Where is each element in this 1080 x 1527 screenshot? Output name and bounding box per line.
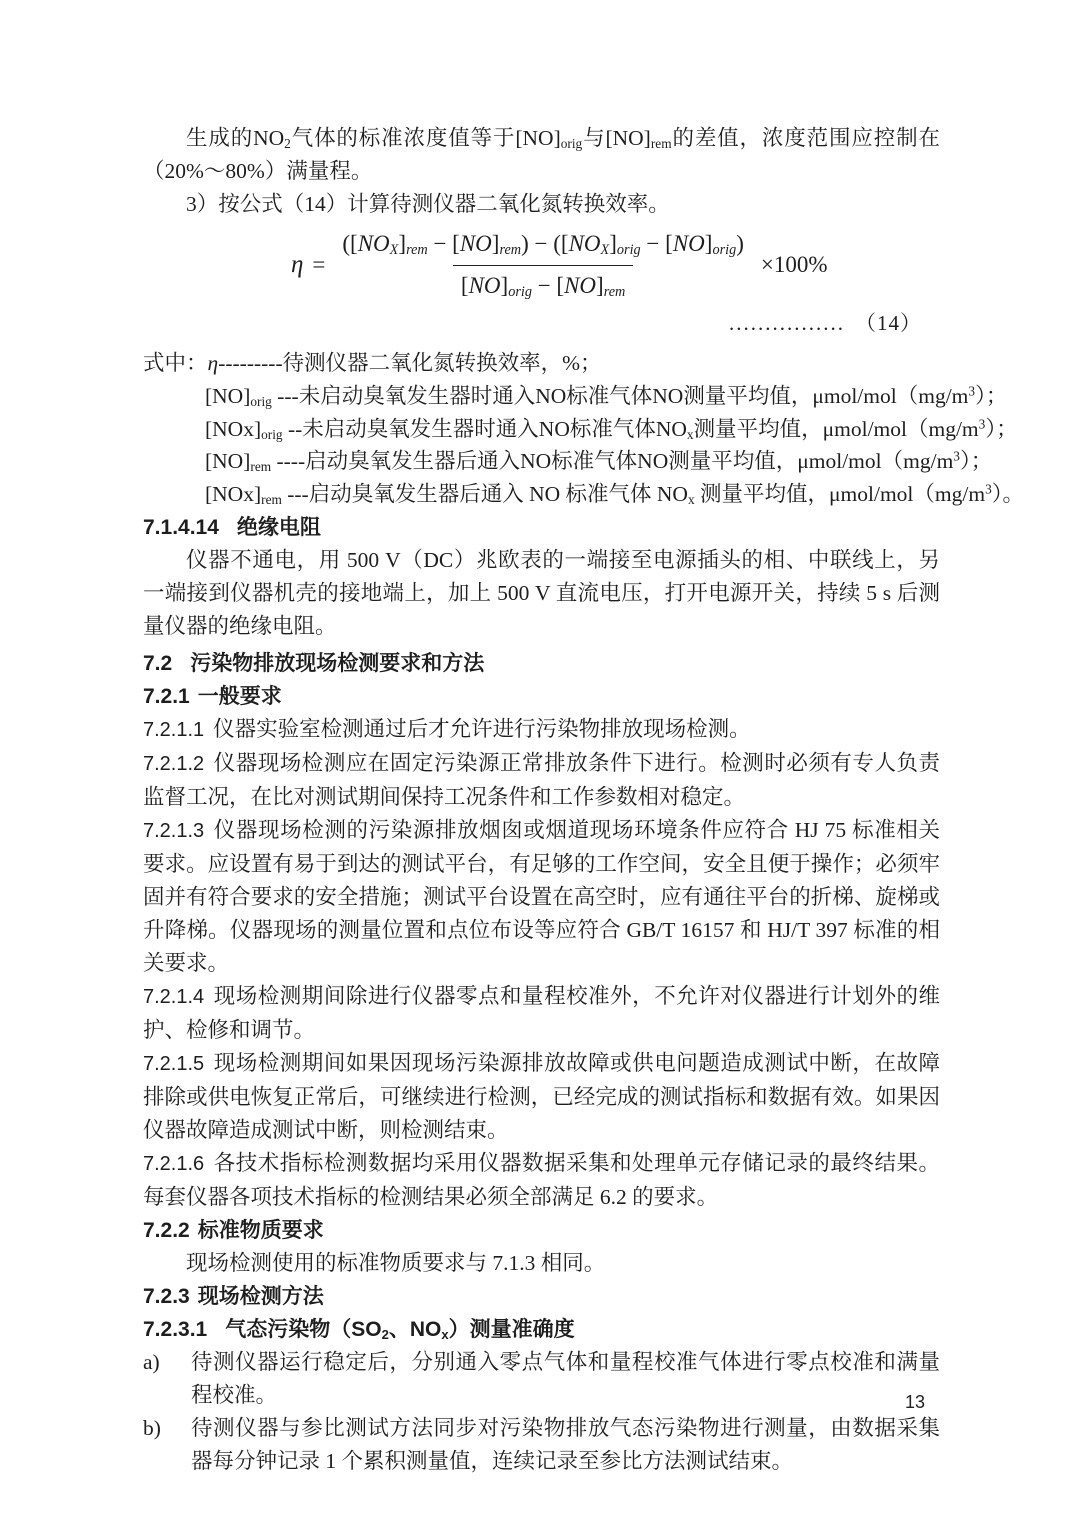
clause-number: 7.2.3.1 bbox=[143, 1317, 208, 1341]
equation-expression bbox=[291, 227, 940, 303]
heading-title: 现场检测方法 bbox=[197, 1284, 324, 1308]
heading-7-2 bbox=[143, 647, 940, 680]
clause-number: 7.2.3 bbox=[143, 1284, 190, 1308]
clause-text: 各技术指标检测数据均采用仪器数据采集和处理单元存储记录的最终结果。每套仪器各项技术指标的检测结果必须全部满足 6.2 的要求。 bbox=[143, 1150, 940, 1209]
heading-7-2-1 bbox=[143, 680, 940, 713]
clause-number: 7.2.1.2 bbox=[143, 752, 205, 775]
clause-number: 7.2.2 bbox=[143, 1218, 190, 1242]
list-text: 待测仪器与参比测试方法同步对污染物排放气态污染物进行测量，由数据采集器每分钟记录 1 个累积测量值，连续记录至参比方法测试结束。 bbox=[191, 1415, 940, 1473]
term-nox-rem: $[NOx]_{rem}$ ---启动臭氧发生器后通入 NO 标准气体 $NO_x$ 测量平均值，μmol/$mol(mg/m^3)$。 bbox=[205, 481, 1025, 508]
list-marker: a) bbox=[143, 1349, 160, 1374]
clause-number: 7.2.1.3 bbox=[143, 819, 205, 842]
heading-title: 污染物排放现场检测要求和方法 bbox=[190, 651, 485, 675]
equation-label: （14） bbox=[855, 311, 922, 335]
leader-dots: ................ bbox=[729, 311, 845, 335]
page-number: 13 bbox=[904, 1392, 925, 1412]
list-marker: b) bbox=[143, 1415, 161, 1440]
fraction-numerator: $([NO_X]_{rem} - [NO]_{rem}) - ([NO_X]_{orig} - [NO]_{orig})$ bbox=[342, 231, 744, 259]
list-item-a bbox=[143, 1346, 940, 1412]
term-eta: 式中：η---------待测仪器二氧化氮转换效率，%； bbox=[143, 351, 602, 375]
clause-number: 7.1.4.14 bbox=[143, 515, 219, 539]
list-item-b bbox=[143, 1412, 940, 1478]
clause-text: 现场检测期间除进行仪器零点和量程校准外，不允许对仪器进行计划外的维护、检修和调节。 bbox=[143, 983, 940, 1042]
clause-number: 7.2.1.6 bbox=[143, 1152, 205, 1175]
heading-title: 绝缘电阻 bbox=[236, 515, 321, 539]
clause-7-2-1-4 bbox=[143, 980, 940, 1047]
list-text: 待测仪器运行稳定后，分别通入零点气体和量程校准气体进行零点校准和满量程校准。 bbox=[191, 1349, 940, 1407]
formula-term-definitions bbox=[143, 347, 1025, 511]
heading-title: 一般要求 bbox=[197, 684, 282, 708]
heading-7-2-3 bbox=[143, 1280, 940, 1313]
clause-7-2-1-1 bbox=[143, 713, 940, 747]
paragraph-step-3: 3）按公式（14）计算待测仪器二氧化氮转换效率。 bbox=[186, 192, 670, 216]
term-nox-orig: $[NOx]_{orig}$ --未启动臭氧发生器时通入NO标准气体$NO_x$测量平均值，μmol/$mol(mg/m^3)$； bbox=[205, 416, 1018, 442]
clause-number: 7.2.1.4 bbox=[143, 985, 205, 1008]
heading-7-1-4-14 bbox=[143, 511, 940, 544]
paragraph-no2-standard-value: 生成的$NO_2$气体的标准浓度值等于$[NO]_{orig}$与$[NO]_{rem}$的差值，浓度范围应控制在（20%～80%）满量程。 bbox=[143, 126, 940, 183]
equals-sign: = bbox=[312, 252, 326, 277]
clause-number: 7.2 bbox=[143, 651, 173, 675]
fraction bbox=[334, 227, 751, 303]
heading-title: 气态污染物（$SO_2$、$NO_x$）测量准确度 bbox=[225, 1317, 575, 1342]
clause-text: 仪器实验室检测通过后才允许进行污染物排放现场检测。 bbox=[213, 716, 751, 741]
paragraph-insulation-resistance: 仪器不通电，用 500 V（DC）兆欧表的一端接至电源插头的相、中联线上，另一端接到仪器机壳的接地端上，加上 500 V 直流电压，打开电源开关，持续 5 s 后测量仪器的绝缘电阻。 bbox=[143, 547, 940, 638]
clause-7-2-1-3 bbox=[143, 814, 940, 980]
clause-7-2-1-5 bbox=[143, 1047, 940, 1147]
clause-text: 现场检测期间如果因现场污染源排放故障或供电问题造成测试中断，在故障排除或供电恢复正常后，可继续进行检测，已经完成的测试指标和数据有效。如果因仪器故障造成测试中断，则检测结束。 bbox=[143, 1050, 940, 1142]
heading-title: 标准物质要求 bbox=[197, 1218, 324, 1242]
fraction-denominator: $[NO]_{orig} - [NO]_{rem}$ bbox=[453, 265, 633, 303]
clause-number: 7.2.1.1 bbox=[143, 718, 205, 741]
equation-number bbox=[729, 307, 922, 337]
clause-number: 7.2.1 bbox=[143, 684, 190, 708]
heading-7-2-3-1 bbox=[143, 1313, 940, 1346]
equation-lhs: η bbox=[291, 251, 304, 278]
clause-text: 仪器现场检测应在固定污染源正常排放条件下进行。检测时必须有专人负责监督工况，在比对测试期间保持工况条件和工作参数相对稳定。 bbox=[143, 750, 940, 809]
clause-number: 7.2.1.5 bbox=[143, 1052, 205, 1075]
heading-7-2-2 bbox=[143, 1214, 940, 1247]
clause-text: 仪器现场检测的污染源排放烟囱或烟道现场环境条件应符合 HJ 75 标准相关要求。应设置有易于到达的测试平台，有足够的工作空间，安全且便于操作；必须牢固并有符合要求的安全措施；测试平台设置在高空时，应有通往平台的折梯、旋梯或升降梯。仪器现场的测量位置和点位布设等应符合 GB/T 16157 和 HJ/T 397 标准的相关要求。 bbox=[143, 817, 940, 975]
equation-14 bbox=[291, 227, 940, 339]
paragraph-reference-materials: 现场检测使用的标准物质要求与 7.1.3 相同。 bbox=[186, 1250, 606, 1275]
term-no-orig: $[NO]_{orig}$ ---未启动臭氧发生器时通入NO标准气体NO测量平均值，μmol/$mol(mg/m^3)$； bbox=[205, 383, 1008, 409]
term-no-rem: $[NO]_{rem}$ ----启动臭氧发生器后通入NO标准气体NO测量平均值，μmol/$mol(mg/m^3)$； bbox=[205, 449, 993, 475]
clause-7-2-1-6 bbox=[143, 1147, 940, 1214]
clause-7-2-1-2 bbox=[143, 747, 940, 814]
times-100-percent: ×100% bbox=[760, 252, 828, 277]
